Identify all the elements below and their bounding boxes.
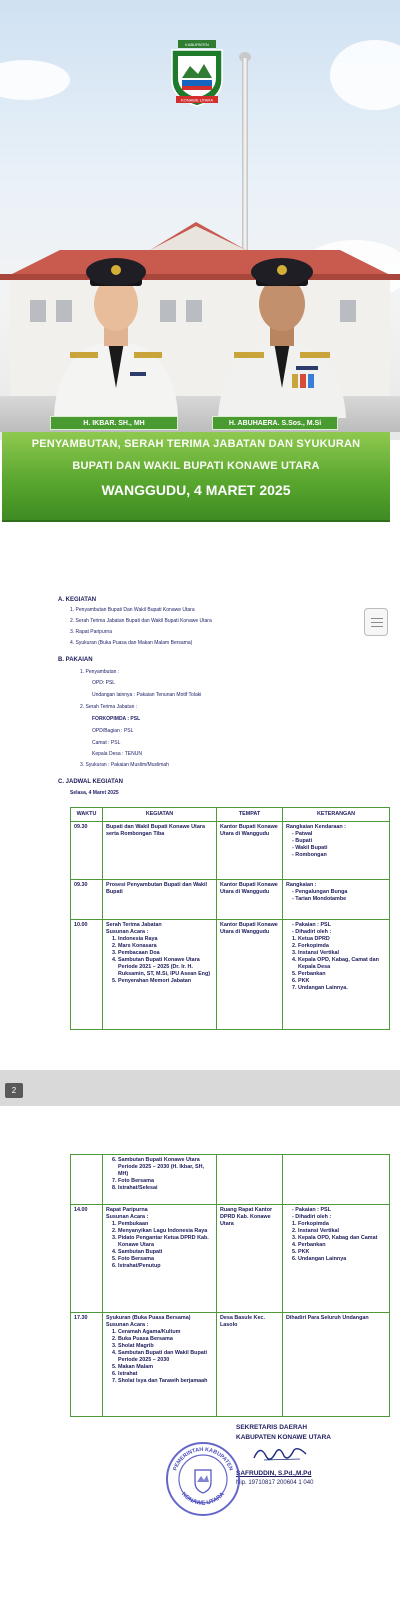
section-b-line: 3. Syukuran : Pakaian Muslim/Muslimah	[80, 762, 169, 768]
activity-item: 1. Pembukaan	[118, 1221, 213, 1228]
cell-notes	[283, 920, 390, 1030]
section-a-item: 2. Serah Terima Jabatan Bupati dan Wakil Bupati Konawe Utara	[70, 618, 212, 624]
col-header-activity: KEGIATAN	[103, 808, 217, 822]
cell-time: 09.30	[71, 822, 103, 880]
activity-item: 4. Sambutan Bupati dan Wakil Bupati Periode 2025 – 2030	[118, 1350, 213, 1364]
notes-item: - Bupati	[298, 838, 386, 845]
cell-notes	[283, 1205, 390, 1313]
cell-activity: Bupati dan Wakil Bupati Konawe Utara serta Rombongan Tiba	[103, 822, 217, 880]
official-stamp	[164, 1440, 242, 1518]
notes-item: 4. Perbankan	[298, 1242, 386, 1249]
activity-item: 8. Istrahat/Selesai	[118, 1185, 213, 1192]
cell-activity	[103, 920, 217, 1030]
activity-item: 5. Makan Malam	[118, 1364, 213, 1371]
cell-time: 09.30	[71, 880, 103, 920]
activity-item: 7. Sholat Isya dan Tarawih berjamaah	[118, 1378, 213, 1385]
table-row	[71, 880, 390, 920]
section-c-date: Selasa, 4 Maret 2025	[70, 790, 119, 796]
svg-text:KONAWE UTARA: KONAWE UTARA	[180, 97, 214, 103]
notes-item: - Dihadiri oleh :	[298, 1214, 386, 1221]
cell-activity	[103, 1313, 217, 1417]
notes-item: 6. Undangan Lainnya	[298, 1256, 386, 1263]
section-b-line: Undangan lainnya : Pakaian Tenunan Motif Tolaki	[92, 692, 202, 698]
notes-item: - Tarian Mondotambe	[298, 896, 386, 903]
activity-item: 2. Mars Konasara	[118, 943, 213, 950]
notes-item: - Rombongan	[298, 852, 386, 859]
col-header-notes: KETERANGAN	[283, 808, 390, 822]
section-a-item: 3. Rapat Paripurna	[70, 629, 112, 635]
building-window	[30, 300, 46, 322]
person-left-portrait	[46, 248, 186, 418]
svg-text:KONAWE UTARA: KONAWE UTARA	[179, 1491, 227, 1507]
cell-time: 10.00	[71, 920, 103, 1030]
notes-item: - Patwal	[298, 831, 386, 838]
cell-activity: Prosesi Penyambutan Bupati dan Wakil Bupati	[103, 880, 217, 920]
section-b-line: Kepala Desa : TENUN	[92, 751, 142, 757]
notes-item: - Pengalungan Bunga	[298, 889, 386, 896]
activity-item: 1. Ceramah Agama/Kultum	[118, 1329, 213, 1336]
activity-title: Serah Terima Jabatan	[106, 922, 162, 928]
svg-text:KABUPATEN: KABUPATEN	[185, 42, 209, 47]
person-left-name: H. IKBAR. SH., MH	[50, 416, 178, 430]
notes-item: - Pakaian : PSL	[298, 1207, 386, 1214]
table-row	[71, 1155, 390, 1205]
building-window	[186, 300, 202, 322]
signatory-nip: Nip. 19710817 200604 1 040	[236, 1480, 314, 1486]
cell-activity	[103, 1155, 217, 1205]
activity-item: 5. Penyerahan Memori Jabatan	[118, 978, 213, 985]
activity-subtitle: Susunan Acara :	[106, 1214, 149, 1220]
event-title-line2: BUPATI DAN WAKIL BUPATI KONAWE UTARA	[72, 460, 320, 472]
cell-notes: Dihadiri Para Seluruh Undangan	[283, 1313, 390, 1417]
activity-item: 2. Menyanyikan Lagu Indonesia Raya	[118, 1228, 213, 1235]
schedule-table-continued	[70, 1154, 390, 1417]
cell-time: 14.00	[71, 1205, 103, 1313]
notes-title: Rangkaian :	[286, 882, 317, 888]
notes-title: Rangkaian Kendaraan :	[286, 824, 346, 830]
notes-item: 4. Kepala OPD, Kabag, Camat dan Kepala Desa	[298, 957, 386, 971]
col-header-time: WAKTU	[71, 808, 103, 822]
document-page-2	[0, 550, 400, 1070]
cell-place: Ruang Rapat Kantor DPRD Kab. Konawe Utara	[217, 1205, 283, 1313]
section-a-item: 1. Penyambutan Bupati Dan Wakil Bupati Konawe Utara	[70, 607, 195, 613]
notes-item: 1. Ketua DPRD	[298, 936, 386, 943]
cell-place: Kantor Bupati Konawe Utara di Wanggudu	[217, 920, 283, 1030]
cell-place: Kantor Bupati Konawe Utara di Wanggudu	[217, 822, 283, 880]
cell-time: 17.30	[71, 1313, 103, 1417]
notes-item: 3. Instansi Vertikal	[298, 950, 386, 957]
table-row	[71, 822, 390, 880]
signature-title-line2: KABUPATEN KONAWE UTARA	[236, 1434, 331, 1441]
regency-logo	[168, 40, 226, 108]
handwritten-signature	[250, 1442, 310, 1466]
activity-title: Syukuran (Buka Puasa Bersama)	[106, 1315, 191, 1321]
notes-item: - Pakaian : PSL	[298, 922, 386, 929]
cell-place	[217, 1155, 283, 1205]
activity-item: 3. Pembacaan Doa	[118, 950, 213, 957]
cell-notes	[283, 1155, 390, 1205]
section-b-title: B. PAKAIAN	[58, 657, 93, 663]
person-right-portrait	[212, 248, 352, 418]
notes-item: 5. PKK	[298, 1249, 386, 1256]
event-title-band	[2, 432, 390, 522]
activity-item: 7. Foto Bersama	[118, 1178, 213, 1185]
section-b-line: 1. Penyambutan :	[80, 669, 120, 675]
page-number-badge: 2	[5, 1083, 23, 1098]
schedule-table	[70, 807, 390, 1030]
activity-item: 3. Pidato Pengantar Ketua DPRD Kab. Konawe Utara	[118, 1235, 213, 1249]
section-a-title: A. KEGIATAN	[58, 597, 97, 603]
cell-activity	[103, 1205, 217, 1313]
notes-item: 3. Kepala OPD, Kabag dan Camat	[298, 1235, 386, 1242]
signatory-name: SAFRUDDIN, S.Pd.,M.Pd	[236, 1470, 312, 1477]
notes-item: 1. Forkopimda	[298, 1221, 386, 1228]
banner-page	[0, 0, 400, 556]
cell-place: Kantor Bupati Konawe Utara di Wanggudu	[217, 880, 283, 920]
activity-item: 2. Buka Puasa Bersama	[118, 1336, 213, 1343]
notes-item: 5. Perbankan	[298, 971, 386, 978]
activity-item: 6. Istrahat	[118, 1371, 213, 1378]
cell-time	[71, 1155, 103, 1205]
activity-item: 6. Sambutan Bupati Konawe Utara Periode 2025 – 2030 (H. Ikbar, SH, MH)	[118, 1157, 213, 1178]
table-header-row	[71, 808, 390, 822]
notes-item: 2. Instansi Vertikal	[298, 1228, 386, 1235]
activity-item: 5. Foto Bersama	[118, 1256, 213, 1263]
activity-item: 3. Sholat Magrib	[118, 1343, 213, 1350]
cell-notes	[283, 822, 390, 880]
section-b-line: Camat : PSL	[92, 740, 121, 746]
table-row	[71, 920, 390, 1030]
table-row	[71, 1205, 390, 1313]
activity-item: 1. Indonesia Raya	[118, 936, 213, 943]
signature-title-line1: SEKRETARIS DAERAH	[236, 1424, 308, 1431]
notes-item: 6. PKK	[298, 978, 386, 985]
section-b-line: 2. Serah Terima Jabatan :	[80, 704, 138, 710]
document-page-3	[0, 1106, 400, 1600]
svg-text:PEMERINTAH KABUPATEN: PEMERINTAH KABUPATEN	[172, 1446, 234, 1472]
cell-notes	[283, 880, 390, 920]
event-title-line3: WANGGUDU, 4 MARET 2025	[101, 482, 291, 498]
notes-item: 2. Forkopimda	[298, 943, 386, 950]
col-header-place: TEMPAT	[217, 808, 283, 822]
table-row	[71, 1313, 390, 1417]
section-b-line: FORKOPIMDA : PSL	[92, 716, 141, 722]
menu-icon[interactable]	[364, 608, 388, 636]
notes-item: - Dihadiri oleh :	[298, 929, 386, 936]
activity-item: 4. Sambutan Bupati Konawe Utara Periode 2021 – 2025 (Dr. Ir. H. Ruksamin, ST, M.Si, IPU Asean Eng)	[118, 957, 213, 978]
notes-item: - Wakil Bupati	[298, 845, 386, 852]
cell-place: Desa Basule Kec. Lasolo	[217, 1313, 283, 1417]
notes-item: 7. Undangan Lainnya.	[298, 985, 386, 992]
person-right-name: H. ABUHAERA. S.Sos., M.Si	[212, 416, 338, 430]
section-b-line: OPD: PSL	[92, 680, 116, 686]
section-b-line: OPD/Bagian : PSL	[92, 728, 134, 734]
event-title-line1: PENYAMBUTAN, SERAH TERIMA JABATAN DAN SYUKURAN	[31, 438, 361, 450]
activity-title: Rapat Paripurna	[106, 1207, 148, 1213]
activity-item: 4. Sambutan Bupati	[118, 1249, 213, 1256]
activity-subtitle: Susunan Acara :	[106, 929, 149, 935]
activity-subtitle: Susunan Acara :	[106, 1322, 149, 1328]
activity-item: 6. Istrahat/Penutup	[118, 1263, 213, 1270]
section-a-item: 4. Syukuran (Buka Puasa dan Makan Malam Bersama)	[70, 640, 193, 646]
section-c-title: C. JADWAL KEGIATAN	[58, 779, 124, 785]
